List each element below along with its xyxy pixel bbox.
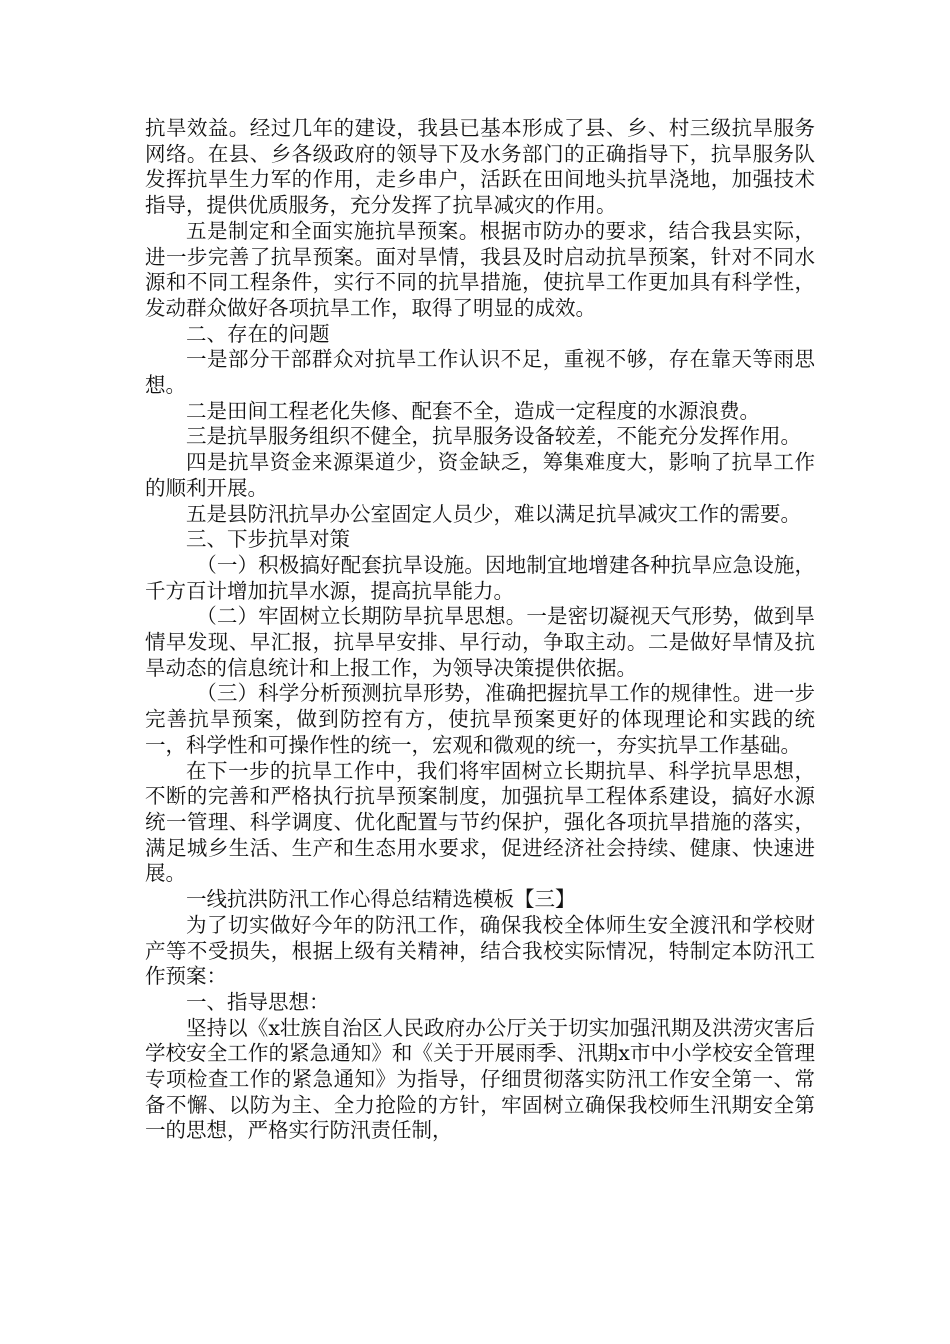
document-subtitle: 一线抗洪防汛工作心得总结精选模板【三】	[186, 887, 576, 912]
section-heading: 二、存在的问题	[186, 321, 330, 346]
paragraph: 五是制定和全面实施抗旱预案。根据市防办的要求，结合我县实际，进一步完善了抗旱预案。面对旱情，我县及时启动抗旱预案，针对不同水源和不同工程条件，实行不同的抗旱措施，使抗旱工作更加具有科学性，发动群众做好各项抗旱工作，取得了明显的成效。	[145, 218, 815, 320]
paragraph: （一）积极搞好配套抗旱设施。因地制宜地增建各种抗旱应急设施，千方百计增加抗旱水源，提高抗旱能力。	[145, 552, 815, 603]
paragraph: 坚持以《x壮族自治区人民政府办公厅关于切实加强汛期及洪涝灾害后学校安全工作的紧急通知》和《关于开展雨季、汛期x市中小学校安全管理专项检查工作的紧急通知》为指导，仔细贯彻落实防汛工作安全第一、常备不懈、以防为主、全力抢险的方针，牢固树立确保我校师生汛期安全第一的思想，严格实行防汛责任制，	[145, 1015, 815, 1143]
paragraph: （三）科学分析预测抗旱形势，准确把握抗旱工作的规律性。进一步完善抗旱预案，做到防控有方，使抗旱预案更好的体现理论和实践的统一，科学性和可操作性的统一，宏观和微观的统一，夯实抗旱工作基础。	[145, 681, 815, 757]
paragraph: 四是抗旱资金来源渠道少，资金缺乏，筹集难度大，影响了抗旱工作的顺利开展。	[145, 450, 815, 500]
paragraph: 在下一步的抗旱工作中，我们将牢固树立长期抗旱、科学抗旱思想，不断的完善和严格执行抗旱预案制度，加强抗旱工程体系建设，搞好水源统一管理、科学调度、优化配置与节约保护，强化各项抗旱措施的落实，满足城乡生活、生产和生态用水要求，促进经济社会持续、健康、快速进展。	[145, 758, 815, 886]
section-heading: 一、指导思想：	[186, 989, 330, 1014]
paragraph: 五是县防汛抗旱办公室固定人员少，难以满足抗旱减灾工作的需要。	[186, 501, 801, 526]
paragraph: 三是抗旱服务组织不健全，抗旱服务设备较差，不能充分发挥作用。	[186, 424, 801, 449]
paragraph: 一是部分干部群众对抗旱工作认识不足，重视不够，存在靠天等雨思想。	[145, 347, 815, 398]
document-body	[145, 116, 815, 1144]
paragraph: 抗旱效益。经过几年的建设，我县已基本形成了县、乡、村三级抗旱服务网络。在县、乡各级政府的领导下及水务部门的正确指导下，抗旱服务队发挥抗旱生力军的作用，走乡串户，活跃在田间地头抗旱浇地，加强技术指导，提供优质服务，充分发挥了抗旱减灾的作用。	[145, 116, 815, 218]
paragraph: 为了切实做好今年的防汛工作，确保我校全体师生安全渡汛和学校财产等不受损失，根据上级有关精神，结合我校实际情况，特制定本防汛工作预案：	[145, 912, 815, 989]
paragraph: （二）牢固树立长期防旱抗旱思想。一是密切凝视天气形势，做到旱情早发现、早汇报，抗旱早安排、早行动，争取主动。二是做好旱情及抗旱动态的信息统计和上报工作，为领导决策提供依据。	[145, 604, 815, 680]
paragraph: 二是田间工程老化失修、配套不全，造成一定程度的水源浪费。	[186, 398, 760, 423]
section-heading: 三、下步抗旱对策	[186, 527, 350, 552]
